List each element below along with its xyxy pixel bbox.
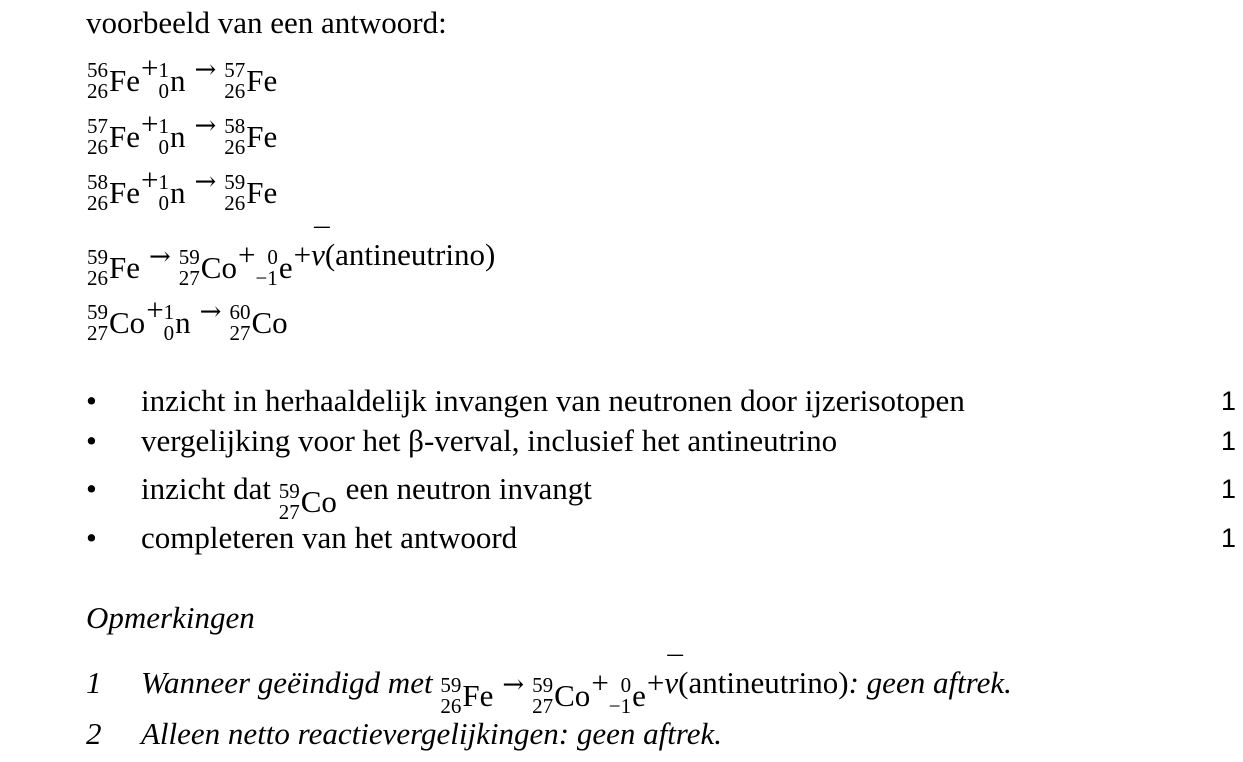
equation-3: 58 26 Fe+ 1 0 n → 59 26 Fe — [87, 162, 278, 215]
isotope-fe57: 57 26 Fe — [224, 58, 278, 103]
bullet: • — [86, 471, 97, 506]
criterion-text: inzicht in herhaaldelijk invangen van neutronen door ijzerisotopen — [141, 383, 965, 418]
electron: 0 −1 e — [608, 673, 646, 718]
antineutrino-symbol: ¯ ν — [664, 663, 678, 703]
remark-text: Wanneer geëindigd met 59 26 Fe → 59 27 Co+ 0 −1 e+¯ ν(antineutrino): geen aftrek. — [141, 663, 1012, 717]
bullet: • — [86, 423, 97, 458]
remark-number: 2 — [86, 716, 102, 751]
remark-text: Alleen netto reactievergelijkingen: geen aftrek. — [141, 716, 722, 751]
electron: 0 −1 e — [255, 245, 293, 290]
equation-1: 56 26 Fe+ 1 0 n → 57 26 Fe — [87, 50, 278, 103]
isotope-fe58: 58 26 Fe — [87, 170, 140, 215]
equation-5: 59 27 Co+ 1 0 n → 60 27 Co — [87, 292, 288, 345]
neutron: 1 0 n — [158, 114, 186, 159]
equation-beta-decay: 59 26 Fe → 59 27 Co+ 0 −1 e+¯ ν(antineutrino) — [87, 235, 495, 289]
neutron: 1 0 n — [158, 170, 186, 215]
isotope-co59: 59 27 Co — [278, 479, 337, 524]
criterion-score: 1 — [1220, 426, 1236, 456]
bullet: • — [86, 520, 97, 555]
criterion-text: inzicht dat 59 27 Co een neutron invangt — [141, 471, 592, 524]
isotope-fe57: 57 26 Fe — [87, 114, 140, 159]
neutron: 1 0 n — [163, 300, 191, 345]
criterion-score: 1 — [1220, 474, 1236, 504]
intro-text: voorbeeld van een antwoord: — [86, 5, 447, 40]
neutron: 1 0 n — [158, 58, 186, 103]
remarks-title: Opmerkingen — [86, 600, 255, 635]
isotope-co59: 59 27 Co — [87, 300, 146, 345]
isotope-co60: 60 27 Co — [229, 300, 288, 345]
remark-number: 1 — [86, 665, 102, 700]
criterion-text: completeren van het antwoord — [141, 520, 518, 555]
isotope-co59: 59 27 Co — [532, 673, 591, 718]
isotope-fe58: 58 26 Fe — [224, 114, 278, 159]
isotope-co59: 59 27 Co — [178, 245, 237, 290]
antineutrino-label: (antineutrino) — [324, 237, 496, 272]
isotope-fe56: 56 26 Fe — [87, 58, 140, 103]
antineutrino-symbol: ¯ ν — [311, 235, 325, 275]
isotope-fe59: 59 26 Fe — [224, 170, 278, 215]
isotope-fe59: 59 26 Fe — [440, 673, 494, 718]
equation-2: 57 26 Fe+ 1 0 n → 58 26 Fe — [87, 106, 278, 159]
criterion-text: vergelijking voor het β-verval, inclusief het antineutrino — [141, 423, 838, 458]
isotope-fe59: 59 26 Fe — [87, 245, 140, 290]
bullet: • — [86, 383, 97, 418]
criterion-score: 1 — [1220, 386, 1236, 416]
criterion-score: 1 — [1220, 523, 1236, 553]
